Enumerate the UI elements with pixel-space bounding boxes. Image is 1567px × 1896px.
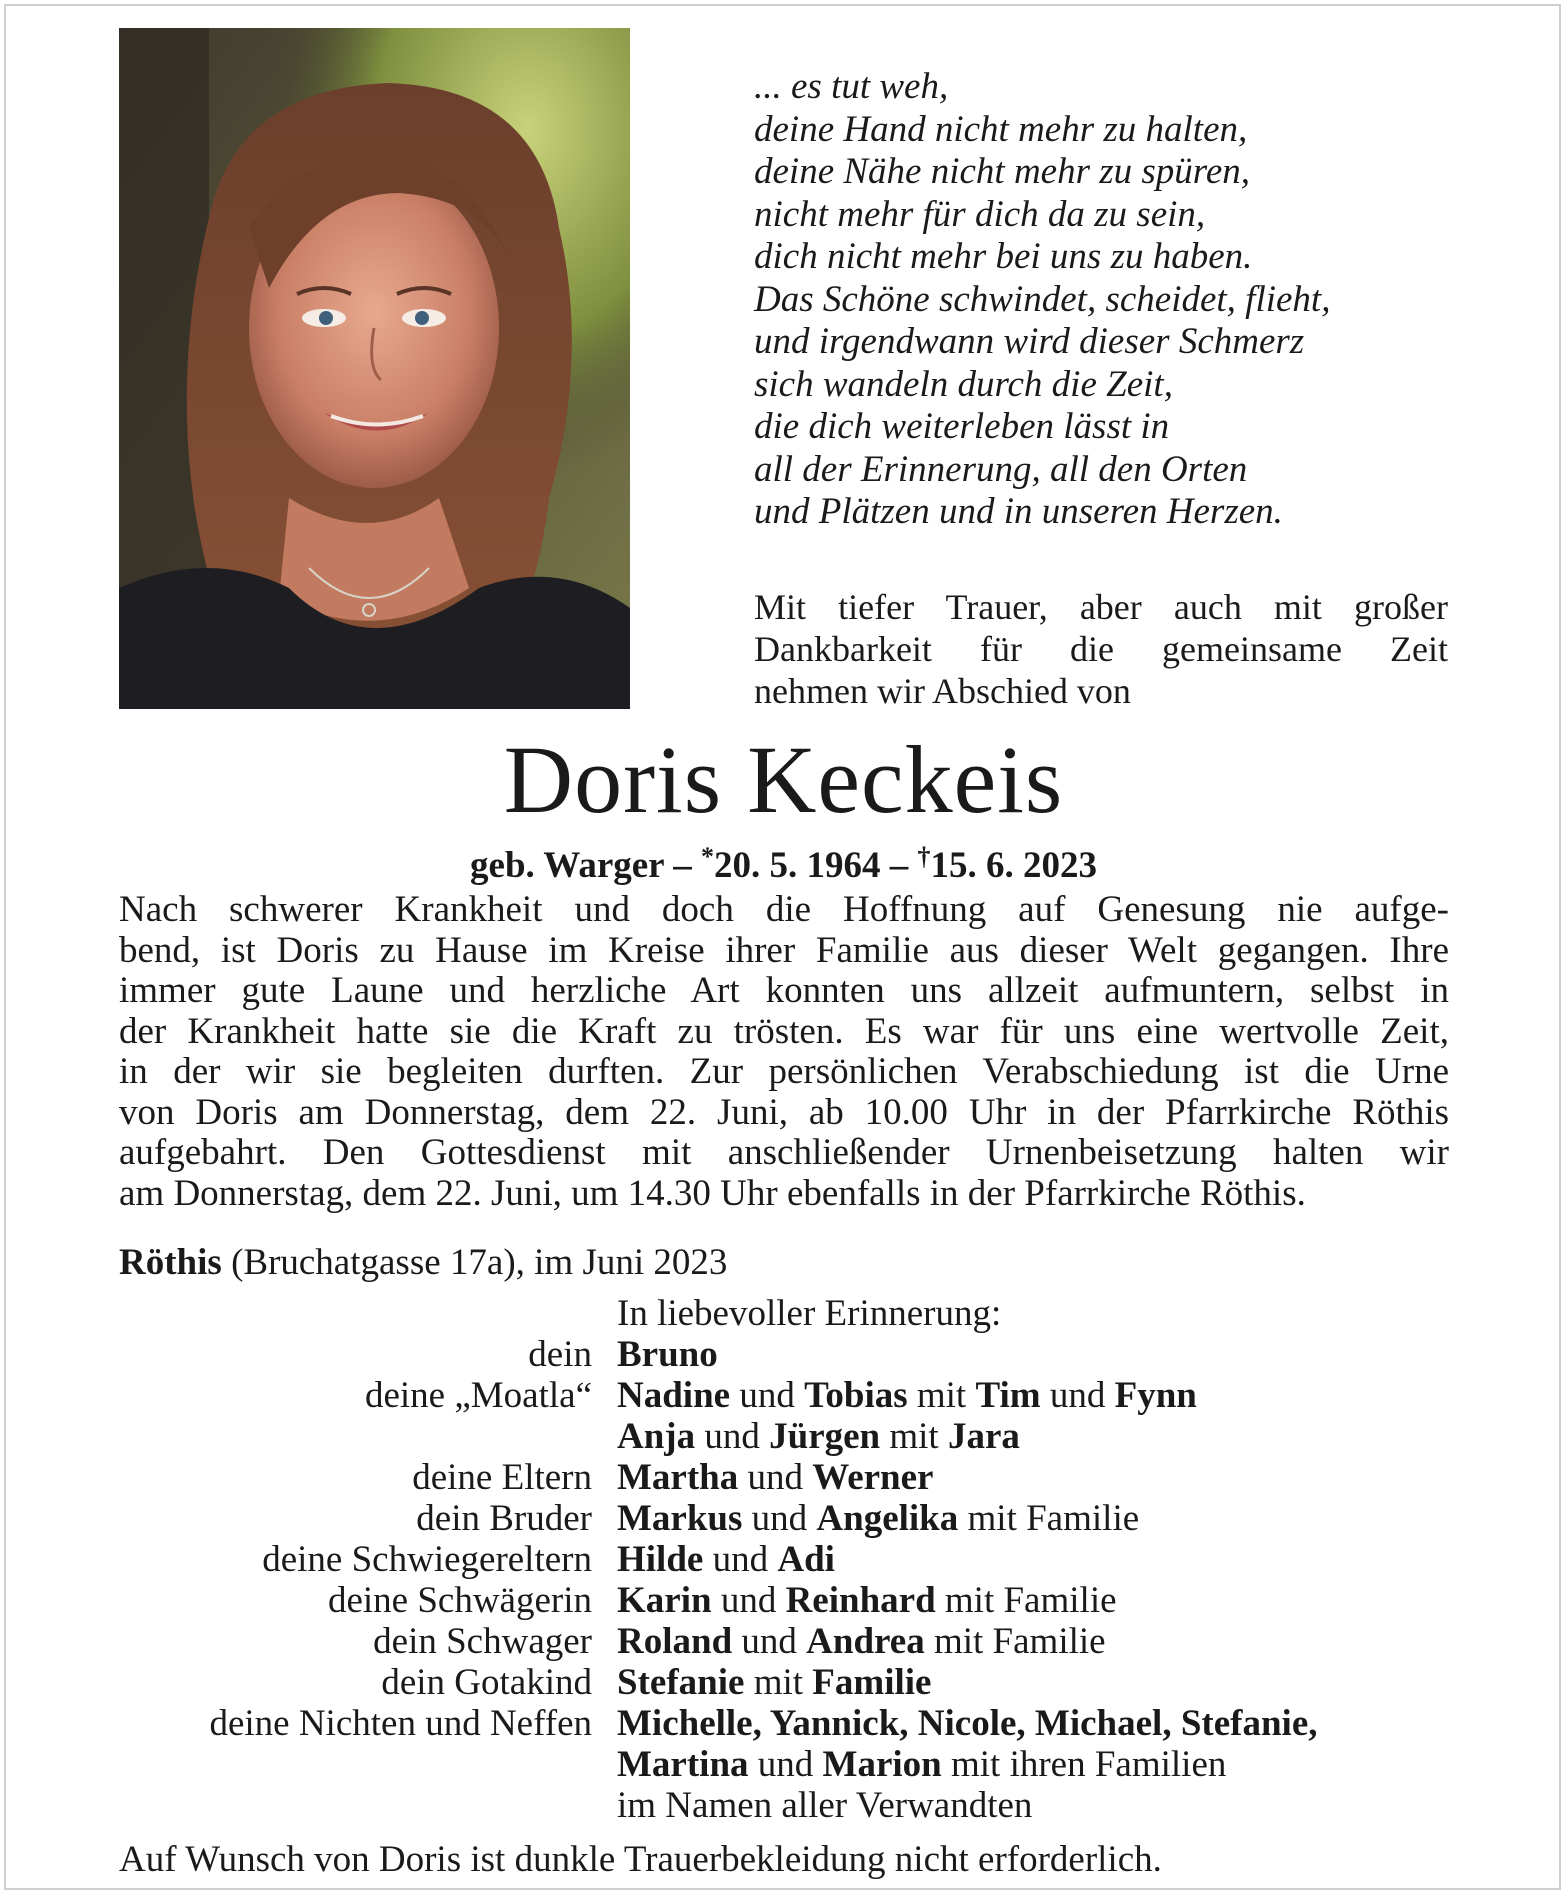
mourner-connector: mit	[907, 1375, 976, 1416]
footer-note: Auf Wunsch von Doris ist dunkle Trauerbekleidung nicht erforderlich.	[119, 1839, 1162, 1880]
address-date: (Bruchatgasse 17a), im Juni 2023	[221, 1242, 728, 1283]
mourner-name: Jara	[947, 1416, 1020, 1457]
mourner-name: Fynn	[1114, 1375, 1197, 1416]
poem-line: die dich weiterleben lässt in	[754, 406, 1170, 447]
mourner-row	[0, 1498, 1567, 1539]
body-line: am Donnerstag, dem 22. Juni, um 14.30 Uhr ebenfalls in der Pfarrkirche Röthis.	[119, 1172, 1306, 1214]
mourner-relation: dein Schwager	[373, 1621, 592, 1662]
poem-line: Das Schöne schwindet, scheidet, flieht,	[754, 278, 1331, 320]
death-symbol: †	[917, 842, 931, 871]
poem-line: nicht mehr für dich da zu sein,	[754, 193, 1206, 235]
announcement-body	[119, 890, 1449, 1214]
mourner-name: Martina	[617, 1744, 749, 1785]
intro-line: nehmen wir Abschied von	[754, 671, 1131, 711]
mourner-row	[0, 1662, 1567, 1703]
mourner-connector: und	[732, 1621, 807, 1662]
mourner-name: Andrea	[806, 1621, 925, 1662]
poem-line: sich wandeln durch die Zeit,	[754, 363, 1173, 405]
mourner-row	[0, 1744, 1567, 1785]
mourner-connector: und	[738, 1457, 813, 1498]
memory-heading: In liebevoller Erinnerung:	[617, 1293, 1002, 1334]
mourner-relation: deine Schwiegereltern	[262, 1539, 592, 1580]
mourner-names	[617, 1539, 835, 1580]
mourner-row	[0, 1375, 1567, 1416]
mourner-connector: mit ihren Familien	[941, 1744, 1227, 1785]
dash: –	[889, 845, 909, 886]
death-date: 15. 6. 2023	[930, 845, 1097, 886]
mourner-row	[0, 1580, 1567, 1621]
portrait-photo	[119, 28, 630, 709]
poem	[754, 66, 1474, 534]
birth-name: geb. Warger	[470, 845, 664, 886]
body-line: Nach schwerer Krankheit und doch die Hoffnung auf Genesung nie aufge-	[119, 889, 1449, 930]
mourner-name: Martha	[617, 1457, 739, 1498]
mourner-name: Hilde	[617, 1539, 704, 1580]
mourners-list	[0, 1334, 1567, 1826]
dash: –	[673, 845, 692, 886]
mourner-relation: dein Bruder	[416, 1498, 592, 1539]
mourner-name: Nadine	[617, 1375, 731, 1416]
intro-line: Dankbarkeit für die gemeinsame Zeit	[754, 629, 1448, 669]
mourner-name: Stefanie	[617, 1662, 745, 1703]
mourner-names	[617, 1457, 933, 1498]
mourner-name: Tobias	[804, 1375, 908, 1416]
birth-symbol: *	[700, 842, 714, 871]
town: Röthis	[119, 1242, 222, 1283]
mourner-name: Jürgen	[769, 1416, 881, 1457]
body-line: der Krankheit hatte sie die Kraft zu trösten. Es war für uns eine wertvolle Zeit,	[119, 1010, 1449, 1052]
body-line: von Doris am Donnerstag, dem 22. Juni, ab 10.00 Uhr in der Pfarrkirche Röthis	[119, 1091, 1449, 1133]
mourner-row	[0, 1703, 1567, 1744]
mourner-names	[617, 1334, 718, 1375]
mourner-connector: und	[703, 1539, 778, 1580]
mourner-name: Markus	[617, 1498, 743, 1539]
mourner-connector: mit Familie	[958, 1498, 1140, 1539]
mourner-name: Reinhard	[785, 1580, 936, 1621]
mourner-connector: und	[748, 1744, 823, 1785]
mourner-connector: mit	[880, 1416, 948, 1457]
mourner-row	[0, 1334, 1567, 1375]
mourner-name: Michelle, Yannick, Nicole, Michael, Stefanie,	[617, 1703, 1318, 1744]
mourner-name: Angelika	[816, 1498, 959, 1539]
mourner-names	[617, 1662, 931, 1703]
poem-line: all der Erinnerung, all den Orten	[754, 448, 1248, 490]
mourner-name: Karin	[617, 1580, 712, 1621]
mourner-relation: deine Eltern	[412, 1457, 592, 1498]
mourner-connector: und	[730, 1375, 805, 1416]
birth-date: 20. 5. 1964	[713, 845, 881, 886]
mourner-names	[617, 1580, 1117, 1621]
body-line: in der wir sie begleiten durften. Zur persönlichen Verabschiedung ist die Urne	[119, 1051, 1449, 1092]
mourner-connector: mit	[744, 1662, 813, 1703]
mourner-connector: und	[695, 1416, 770, 1457]
place-and-date	[119, 1241, 727, 1285]
mourner-row	[0, 1621, 1567, 1662]
deceased-name: Doris Keckeis	[503, 726, 1064, 833]
mourner-connector: und	[1040, 1375, 1115, 1416]
life-dates	[0, 835, 1567, 888]
body-line: immer gute Laune und herzliche Art konnten uns allzeit aufmuntern, selbst in	[119, 970, 1449, 1011]
mourner-connector: und	[742, 1498, 817, 1539]
mourner-names	[617, 1703, 1318, 1744]
mourner-row	[0, 1457, 1567, 1498]
mourner-names	[617, 1416, 1020, 1457]
mourner-connector: im Namen aller Verwandten	[617, 1785, 1033, 1826]
mourner-name: Adi	[777, 1539, 835, 1580]
mourner-row	[0, 1416, 1567, 1457]
mourner-names	[617, 1375, 1197, 1416]
poem-line: deine Hand nicht mehr zu halten,	[754, 108, 1248, 150]
intro-line: Mit tiefer Trauer, aber auch mit großer	[754, 587, 1448, 627]
poem-line: deine Nähe nicht mehr zu spüren,	[754, 151, 1250, 192]
mourner-row	[0, 1539, 1567, 1580]
mourner-names	[617, 1744, 1226, 1785]
mourner-relation: dein	[528, 1334, 592, 1375]
intro-text	[754, 586, 1448, 712]
body-line: aufgebahrt. Den Gottesdienst mit anschließender Urnenbeisetzung halten wir	[119, 1132, 1449, 1173]
mourner-names	[617, 1498, 1139, 1539]
mourner-relation: deine Schwägerin	[327, 1580, 592, 1621]
poem-line: und Plätzen und in unseren Herzen.	[754, 491, 1283, 532]
mourner-name: Werner	[812, 1457, 934, 1498]
mourner-names	[617, 1785, 1032, 1826]
mourner-name: Marion	[822, 1744, 942, 1785]
mourner-relation: dein Gotakind	[381, 1662, 592, 1703]
mourner-connector: mit Familie	[935, 1580, 1117, 1621]
poem-line: und irgendwann wird dieser Schmerz	[754, 321, 1305, 362]
mourner-relation: deine Nichten und Neffen	[209, 1703, 592, 1744]
mourner-name: Tim	[975, 1375, 1041, 1416]
poem-line: dich nicht mehr bei uns zu haben.	[754, 236, 1253, 277]
mourner-connector: und	[711, 1580, 786, 1621]
mourner-names	[617, 1621, 1106, 1662]
mourner-name: Bruno	[617, 1334, 718, 1375]
poem-line: ... es tut weh,	[754, 66, 949, 107]
mourner-name: Familie	[812, 1662, 932, 1703]
mourner-row	[0, 1785, 1567, 1826]
mourner-connector: mit Familie	[924, 1621, 1106, 1662]
mourner-name: Roland	[617, 1621, 733, 1662]
mourner-relation: deine „Moatla“	[364, 1375, 592, 1416]
mourner-name: Anja	[617, 1416, 696, 1457]
body-line: bend, ist Doris zu Hause im Kreise ihrer Familie aus dieser Welt gegangen. Ihre	[119, 929, 1449, 971]
